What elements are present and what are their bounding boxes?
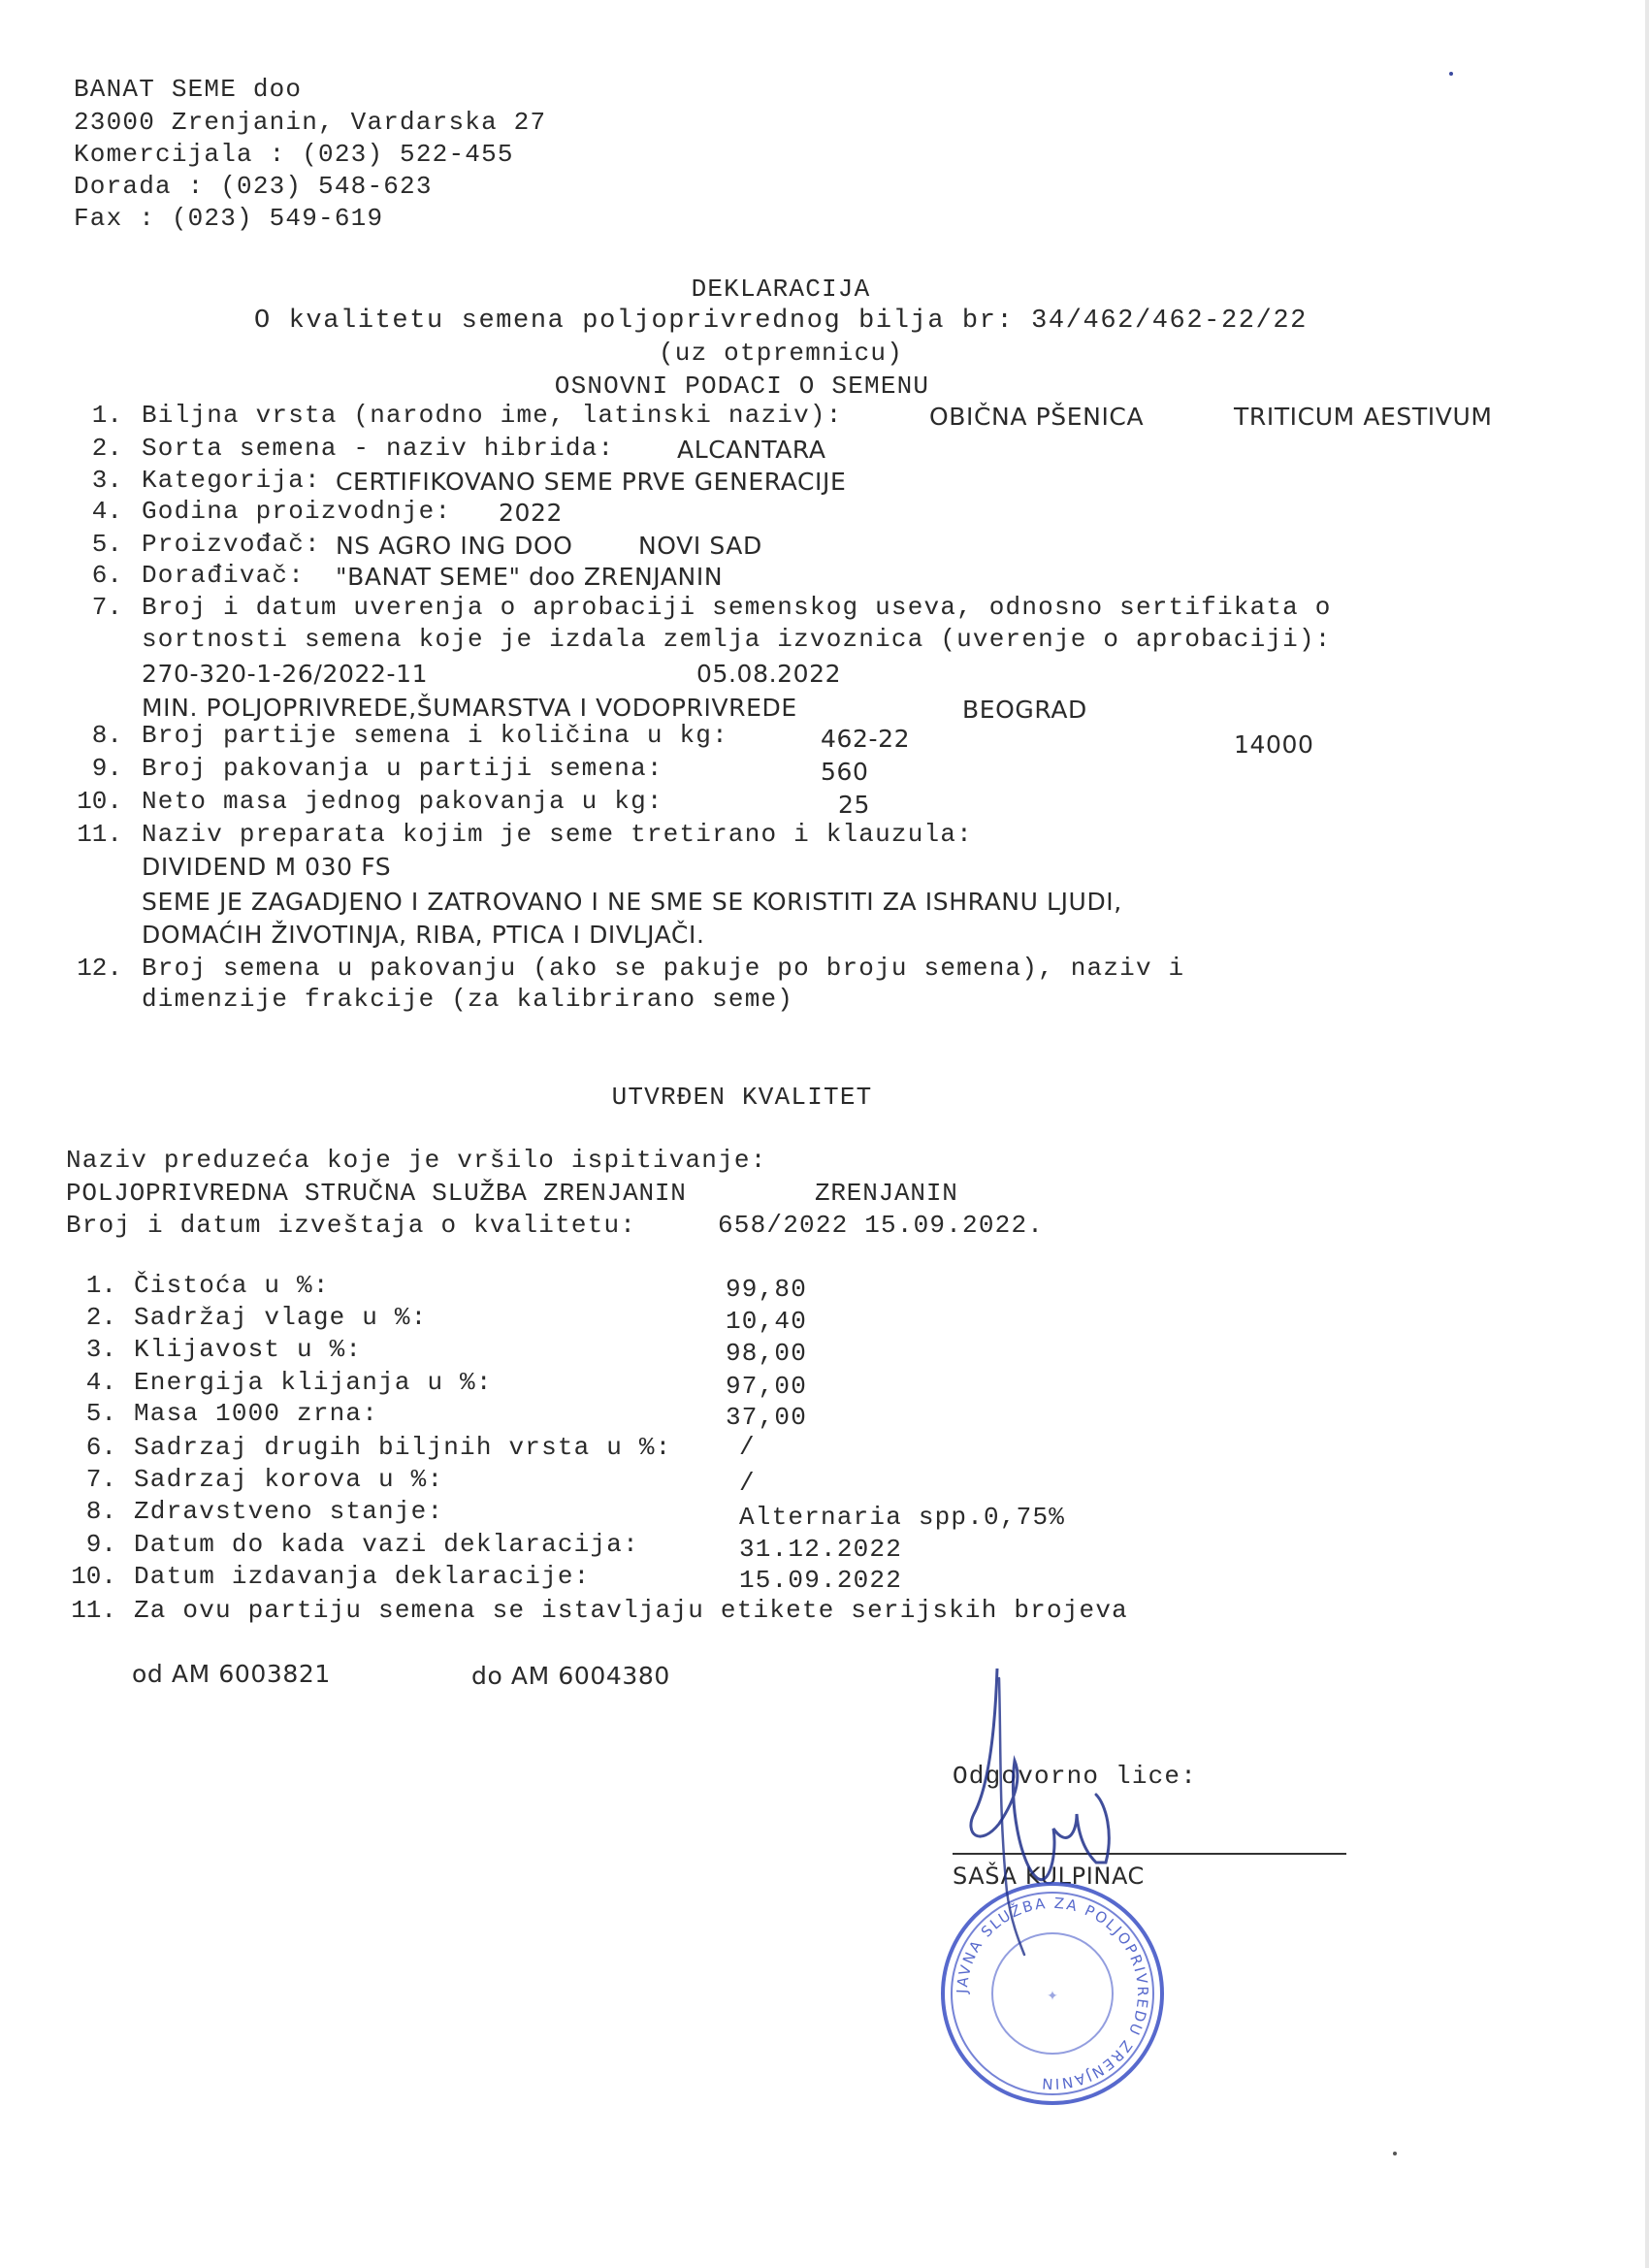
section-quality-heading: UTVRĐEN KVALITET [611,1083,873,1112]
result-number: 7. [85,1465,116,1494]
item-value: DOMAĆIH ŽIVOTINJA, RIBA, PTICA I DIVLJAČI. [142,921,705,949]
result-number: 8. [85,1497,116,1526]
item-number: 1. [91,401,122,430]
result-label: Datum izdavanja deklaracije: [134,1562,591,1591]
result-value: 15.09.2022 [739,1566,903,1595]
lab-name: POLJOPRIVREDNA STRUČNA SLUŽBA ZRENJANIN [66,1179,687,1208]
item-number: 4. [91,497,122,526]
item-value: SEME JE ZAGADJENO I ZATROVANO I NE SME SE KORISTITI ZA ISHRANU LJUDI, [142,888,1122,916]
svg-text:✦: ✦ [1047,1989,1058,2004]
result-label: Za ovu partiju semena se istavljaju etikete serijskih brojeva [134,1596,1128,1625]
report-label: Broj i datum izveštaja o kvalitetu: [66,1211,637,1240]
result-number: 2. [85,1303,116,1332]
result-number: 1. [85,1271,116,1300]
document-subtitle: O kvalitetu semena poljoprivrednog bilja br: 34/462/462-22/22 [254,307,1308,336]
item-value: 05.08.2022 [696,660,842,688]
result-label: Klijavost u %: [134,1335,363,1364]
result-number: 3. [85,1335,116,1364]
result-label: Čistoća u %: [134,1271,330,1300]
item-value: OBIČNA PŠENICA [929,403,1145,431]
item-label: Neto masa jednog pakovanja u kg: [142,787,663,816]
item-number: 11. [77,820,122,849]
item-number: 5. [91,530,122,559]
item-number: 9. [91,754,122,783]
item-label: Godina proizvodnje: [142,497,452,526]
lab-city: ZRENJANIN [815,1179,958,1208]
document-title: DEKLARACIJA [691,275,871,304]
result-number: 10. [71,1562,116,1591]
item-label: Broj i datum uverenja o aprobaciji semenskog useva, odnosno sertifikata o [142,593,1332,622]
result-number: 4. [85,1368,116,1397]
result-number: 11. [71,1596,116,1625]
result-value: / [739,1433,756,1462]
item-number: 6. [91,561,122,590]
item-value: NS AGRO ING DOO [336,532,573,560]
item-number: 7. [91,593,122,622]
result-label: Sadrzaj drugih biljnih vrsta u %: [134,1433,672,1462]
item-value: NOVI SAD [638,532,762,560]
document-note: (uz otpremnicu) [658,339,904,368]
lab-label: Naziv preduzeća koje je vršilo ispitivanje: [66,1146,767,1175]
item-value: 270-320-1-26/2022-11 [142,660,429,688]
item-value: MIN. POLJOPRIVREDE,ŠUMARSTVA I VODOPRIVREDE [142,694,797,722]
item-value: TRITICUM AESTIVUM [1234,403,1493,431]
item-label: Kategorija: [142,466,321,495]
company-name: BANAT SEME doo [74,75,303,104]
result-label: Sadrzaj korova u %: [134,1465,444,1494]
scan-speck [1393,2152,1397,2155]
item-value: CERTIFIKOVANO SEME PRVE GENERACIJE [336,468,847,496]
result-label: Energija klijanja u %: [134,1368,493,1397]
item-label-continued: dimenzije frakcije (za kalibrirano seme) [142,985,794,1014]
result-label: Masa 1000 zrna: [134,1399,379,1428]
item-label: Biljna vrsta (narodno ime, latinski naziv): [142,401,843,430]
result-number: 5. [85,1399,116,1428]
item-value: 14000 [1234,730,1314,759]
result-value: / [739,1469,756,1498]
handwritten-signature [960,1669,1135,1960]
svg-text:JAVNA SLUŽBA ZA POLJOPRIVREDU: JAVNA SLUŽBA ZA POLJOPRIVREDU ZRENJANIN [953,1894,1152,2093]
signatory-name: SAŠA KULPINAC [953,1863,1145,1890]
item-value: DIVIDEND M 030 FS [142,853,392,881]
item-value: 462-22 [821,725,911,753]
result-value: 31.12.2022 [739,1535,903,1564]
result-number: 9. [85,1530,116,1559]
result-value: 99,80 [726,1275,808,1304]
item-number: 12. [77,954,122,983]
item-label: Broj semena u pakovanju (ako se pakuje po broju semena), naziv i [142,954,1185,983]
signature-label: Odgovorno lice: [953,1762,1198,1791]
result-value: 98,00 [726,1339,808,1368]
item-label: Broj pakovanja u partiji semena: [142,754,663,783]
item-label: Broj partije semena i količina u kg: [142,721,728,750]
result-value: 10,40 [726,1307,808,1336]
result-value: 37,00 [726,1403,808,1432]
result-label: Zdravstveno stanje: [134,1497,444,1526]
result-value: 97,00 [726,1372,808,1401]
item-value: BEOGRAD [962,696,1087,724]
company-phone-processing: Dorada : (023) 548-623 [74,172,433,201]
serial-from: od AM 6003821 [132,1660,331,1688]
item-label: Dorađivač: [142,561,306,590]
item-number: 8. [91,721,122,750]
item-label: Proizvođač: [142,530,321,559]
company-address: 23000 Zrenjanin, Vardarska 27 [74,108,547,137]
item-label: Sorta semena - naziv hibrida: [142,434,615,463]
item-value: ALCANTARA [677,436,826,464]
item-value: 2022 [499,499,564,527]
item-value: 25 [838,791,871,819]
item-value: 560 [821,758,869,786]
result-label: Datum do kada vazi deklaracija: [134,1530,639,1559]
report-value: 658/2022 15.09.2022. [718,1211,1045,1240]
scan-speck [1449,72,1453,76]
item-value: "BANAT SEME" doo ZRENJANIN [336,563,724,591]
result-label: Sadržaj vlage u %: [134,1303,428,1332]
result-number: 6. [85,1433,116,1462]
scan-edge [1645,0,1649,2268]
item-number: 3. [91,466,122,495]
item-label: Naziv preparata kojim je seme tretirano i klauzula: [142,820,973,849]
company-phone-commercial: Komercijala : (023) 522-455 [74,140,514,169]
result-value: Alternaria spp.0,75% [739,1503,1066,1532]
section-basic-heading: OSNOVNI PODACI O SEMENU [554,372,930,401]
serial-to: do AM 6004380 [471,1662,670,1690]
item-number: 2. [91,434,122,463]
company-fax: Fax : (023) 549-619 [74,204,384,233]
item-label-continued: sortnosti semena koje je izdala zemlja izvoznica (uverenje o aprobaciji): [142,625,1332,654]
item-number: 10. [77,787,122,816]
